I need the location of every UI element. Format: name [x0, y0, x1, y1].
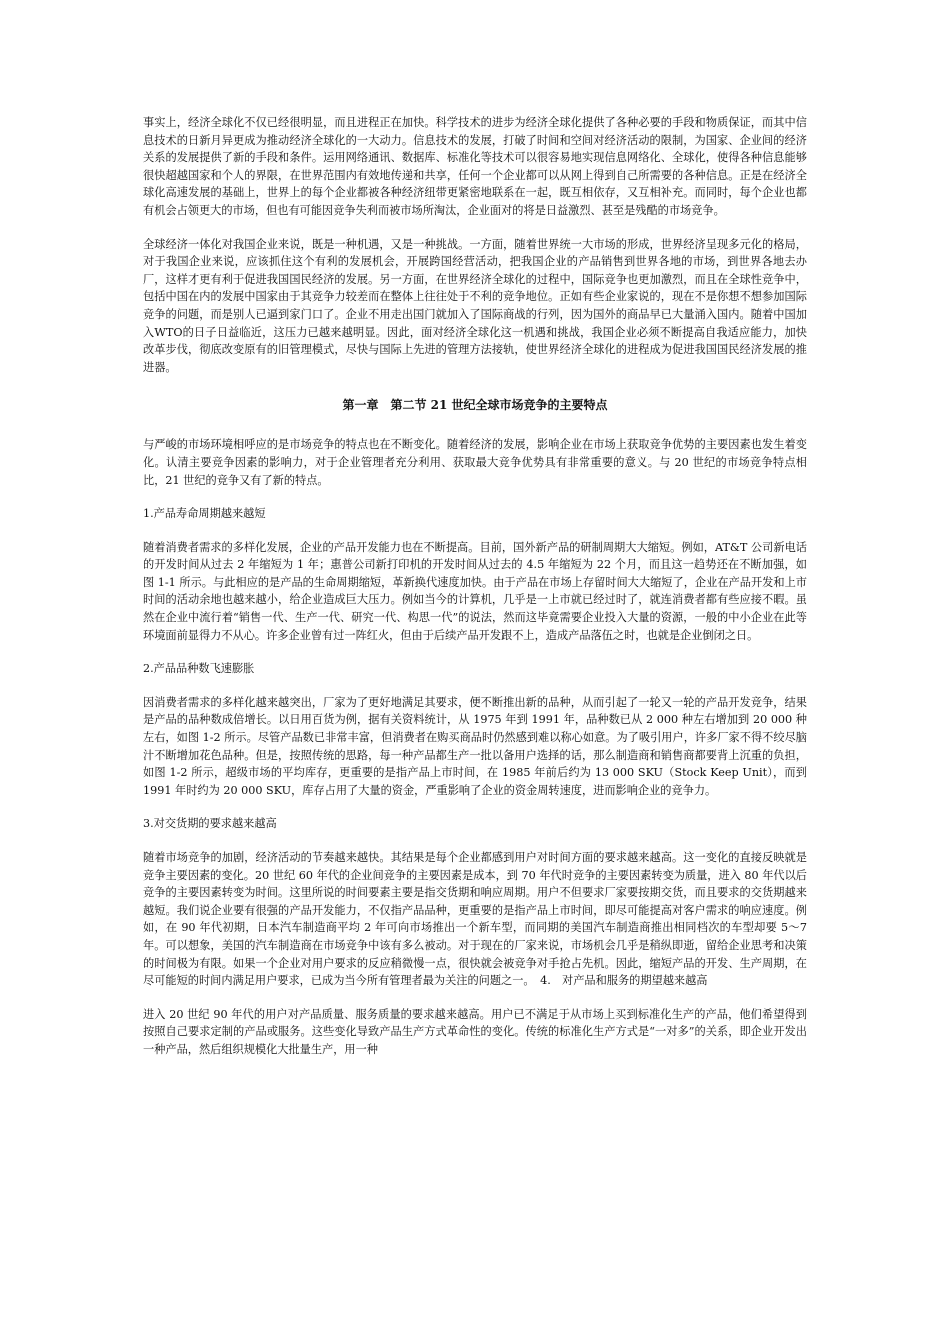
paragraph-quality-expectations: 进入 20 世纪 90 年代的用户对产品质量、服务质量的要求越来越高。用户已不满足于从市场上买到标准化生产的产品，他们希望得到按照自己要求定制的产品或服务。这些变化导致产品生产方式革命性的变化。传统的标准化生产方式是“一对多”的关系，即企业开发出一种产品，然后组织规模化大批量生产，用一种	[143, 1007, 807, 1056]
paragraph-delivery-time: 随着市场竞争的加剧，经济活动的节奏越来越快。其结果是每个企业都感到用户对时间方面的要求越来越高。这一变化的直接反映就是竞争主要因素的变化。20 世纪 60 年代的企业间竞争的主要因素是成本，到 70 年代时竞争的主要因素转变为质量，进入 80 年代以后竞争的主要因素转变为时间。这里所说的时间要素主要是指交货期和响应周期。用户不但要求厂家要按期交货，而且要求的交货期越来越短。我们说企业要有很强的产品开发能力，不仅指产品品种，更重要的是指产品上市时间，即尽可能提高对客户需求的响应速度。例如，在 90 年代初期，日本汽车制造商平均 2 年可向市场推出一个新车型，而同期的美国汽车制造商推出相同档次的车型却要 5～7 年。可以想象，美国的汽车制造商在市场竞争中该有多么被动。对于现在的厂家来说，市场机会几乎是稍纵即逝，留给企业思考和决策的时间极为有限。如果一个企业对用户要求的反应稍微慢一点，很快就会被竞争对手抢占先机。因此，缩短产品的开发、生产周期，在尽可能短的时间内满足用户要求，已成为当今所有管理者最为关注的问题之一。 4. 对产品和服务的期望越来越高	[143, 851, 807, 988]
document-page	[143, 114, 807, 1059]
subheading-product-variety: 2.产品品种数飞速膨胀	[143, 662, 255, 676]
subheading-product-lifecycle: 1.产品寿命周期越来越短	[143, 507, 266, 521]
paragraph-product-lifecycle: 随着消费者需求的多样化发展，企业的产品开发能力也在不断提高。目前，国外新产品的研制周期大大缩短。例如，AT&T 公司新电话的开发时间从过去 2 年缩短为 1 年；惠普公司新打印机的开发时间从过去的 4.5 年缩短为 22 个月，而且这一趋势还在不断加强，如图 1-1 所示。与此相应的是产品的生命周期缩短，革新换代速度加快。由于产品在市场上存留时间大大缩短了，企业在产品开发和上市时间的活动余地也越来越小，给企业造成巨大压力。例如当今的计算机，几乎是一上市就已经过时了，就连消费者都有些应接不暇。虽然在企业中流行着“销售一代、生产一代、研究一代、构思一代”的说法，然而这毕竟需要企业投入大量的资源，一般的中小企业在此等环境面前显得力不从心。许多企业曾有过一阵红火，但由于后续产品开发跟不上，造成产品落伍之时，也就是企业倒闭之日。	[143, 540, 807, 642]
subheading-delivery-time: 3.对交货期的要求越来越高	[143, 817, 277, 831]
paragraph-product-variety: 因消费者需求的多样化越来越突出，厂家为了更好地满足其要求，便不断推出新的品种，从而引起了一轮又一轮的产品开发竞争，结果是产品的品种数成倍增长。以日用百货为例，据有关资料统计，从 1975 年到 1991 年，品种数已从 2 000 种左右增加到 20 000 种左右，如图 1-2 所示。尽管产品数已非常丰富，但消费者在购买商品时仍然感到难以称心如意。为了吸引用户，许多厂家不得不绞尽脑汁不断增加花色品种。但是，按照传统的思路，每一种产品都生产一批以备用户选择的话，那么制造商和销售商都要背上沉重的负担，如图 1-2 所示，超级市场的平均库存，更重要的是指产品上市时间，在 1985 年前后约为 13 000 SKU（Stock Keep Unit），而到 1991 年时约为 20 000 SKU，库存占用了大量的资金，严重影响了企业的资金周转速度，进而影响企业的竞争力。	[143, 695, 807, 797]
paragraph-competition-intro: 与严峻的市场环境相呼应的是市场竞争的特点也在不断变化。随着经济的发展，影响企业在市场上获取竞争优势的主要因素也发生着变化。认清主要竞争因素的影响力，对于企业管理者充分利用、获取最大竞争优势具有非常重要的意义。与 20 世纪的市场竞争特点相比，21 世纪的竞争又有了新的特点。	[143, 438, 807, 487]
paragraph-opportunity-challenge: 全球经济一体化对我国企业来说，既是一种机遇，又是一种挑战。一方面，随着世界统一大市场的形成，世界经济呈现多元化的格局，对于我国企业来说，应该抓住这个有利的发展机会，开展跨国经营活动，把我国企业的产品销售到世界各地的市场，到世界各地去办厂，这样才更有利于促进我国国民经济的发展。另一方面，在世界经济全球化的过程中，国际竞争也更加激烈，而且在全球性竞争中，包括中国在内的发展中国家由于其竞争力较差而在整体上往往处于不利的竞争地位。正如有些企业家说的，现在不是你想不想参加国际竞争的问题，而是别人已逼到家门口了。企业不用走出国门就加入了国际商战的行列，因为国外的商品早已大量涌入国内。随着中国加入WTO的日子日益临近，这压力已越来越明显。因此，面对经济全球化这一机遇和挑战，我国企业必须不断提高自我适应能力，加快改革步伐，彻底改变原有的旧管理模式，尽快与国际上先进的管理方法接轨，使世界经济全球化的进程成为促进我国国民经济发展的推进器。	[143, 237, 807, 374]
paragraph-globalization-progress: 事实上，经济全球化不仅已经很明显，而且进程正在加快。科学技术的进步为经济全球化提供了各种必要的手段和物质保证，而其中信息技术的日新月异更成为推动经济全球化的一大动力。信息技术的发展，打破了时间和空间对经济活动的限制，为国家、企业间的经济关系的发展提供了新的手段和条件。运用网络通讯、数据库、标准化等技术可以很容易地实现信息网络化、全球化，使得各种信息能够很快超越国家和个人的界限，在世界范围内有效地传递和共享，任何一个企业都可以从网上得到自己所需要的各种信息。正是在经济全球化高速发展的基础上，世界上的每个企业都被各种经济纽带更紧密地联系在一起，既互相依存，又互相补充。而同时，每个企业也都有机会占领更大的市场，但也有可能因竞争失利而被市场所淘汰，企业面对的将是日益激烈、甚至是残酷的市场竞争。	[143, 116, 807, 217]
section-heading: 第一章 第二节 21 世纪全球市场竞争的主要特点	[342, 398, 608, 413]
